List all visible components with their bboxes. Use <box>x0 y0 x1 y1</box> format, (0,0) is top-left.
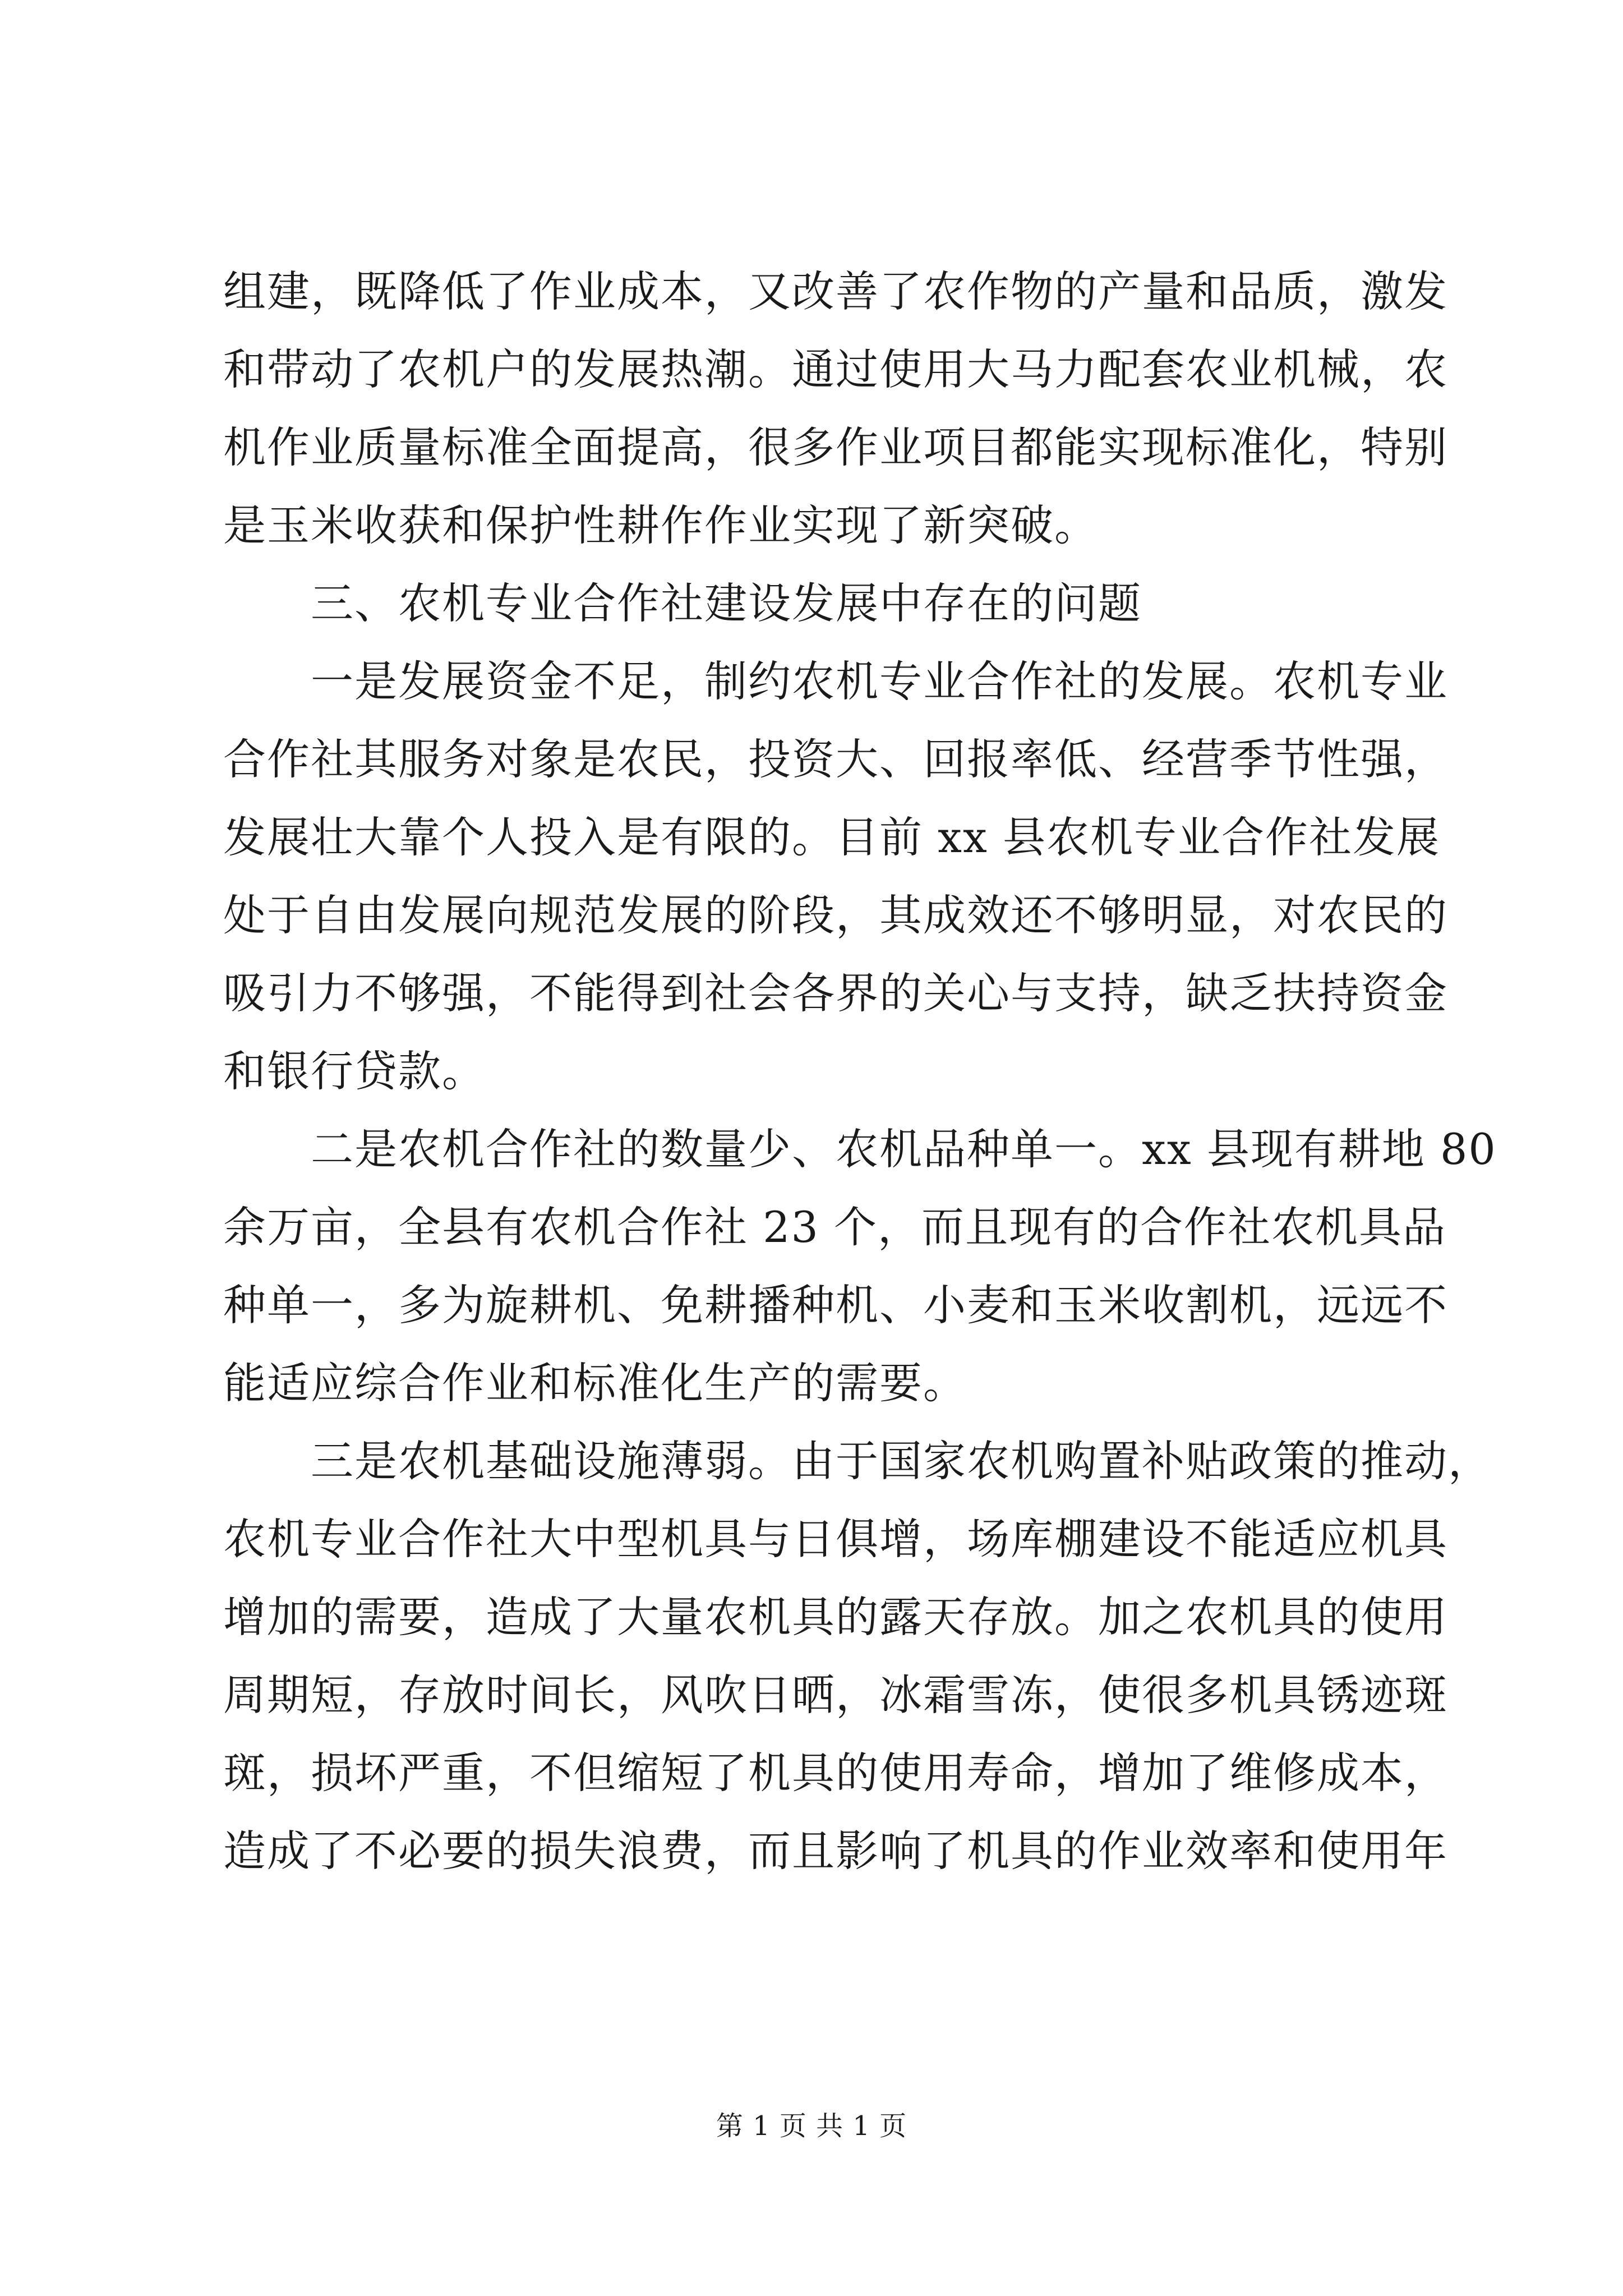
text-line: 二是农机合作社的数量少、农机品种单一。xx 县现有耕地 80 <box>311 1124 1497 1174</box>
text-line: 种单一，多为旋耕机、免耕播种机、小麦和玉米收割机，远远不 <box>223 1280 1448 1330</box>
text-line: 合作社其服务对象是农民，投资大、回报率低、经营季节性强， <box>223 734 1448 784</box>
text-line: 发展壮大靠个人投入是有限的。目前 xx 县农机专业合作社发展 <box>223 812 1441 862</box>
text-line: 能适应综合作业和标准化生产的需要。 <box>223 1358 967 1408</box>
text-line: 和带动了农机户的发展热潮。通过使用大马力配套农业机械，农 <box>223 344 1448 394</box>
page-number: 第 1 页 共 1 页 <box>716 2110 907 2142</box>
document-body <box>223 252 1497 1890</box>
paragraph-funding <box>223 642 1448 1110</box>
text-line: 是玉米收获和保护性耕作作业实现了新突破。 <box>223 500 1098 550</box>
text-line: 一是发展资金不足，制约农机专业合作社的发展。农机专业 <box>311 656 1448 706</box>
text-line: 斑，损坏严重，不但缩短了机具的使用寿命，增加了维修成本， <box>223 1748 1448 1798</box>
text-line: 造成了不必要的损失浪费，而且影响了机具的作业效率和使用年 <box>223 1826 1448 1876</box>
paragraph-quantity <box>223 1110 1497 1422</box>
page-footer <box>0 2109 1623 2143</box>
text-line: 三是农机基础设施薄弱。由于国家农机购置补贴政策的推动， <box>311 1436 1492 1486</box>
paragraph-infrastructure <box>223 1422 1492 1890</box>
text-line: 增加的需要，造成了大量农机具的露天存放。加之农机具的使用 <box>223 1592 1448 1642</box>
text-line: 余万亩，全县有农机合作社 23 个，而且现有的合作社农机具品 <box>223 1202 1447 1252</box>
text-line: 周期短，存放时间长，风吹日晒，冰霜雪冻，使很多机具锈迹斑 <box>223 1670 1448 1720</box>
text-line: 农机专业合作社大中型机具与日俱增，场库棚建设不能适应机具 <box>223 1514 1448 1564</box>
heading-line: 三、农机专业合作社建设发展中存在的问题 <box>311 578 1142 628</box>
text-line: 组建，既降低了作业成本，又改善了农作物的产量和品质，激发 <box>223 266 1448 316</box>
text-line: 和银行贷款。 <box>223 1046 486 1096</box>
text-line: 机作业质量标准全面提高，很多作业项目都能实现标准化，特别 <box>223 422 1448 472</box>
text-line: 处于自由发展向规范发展的阶段，其成效还不够明显，对农民的 <box>223 890 1448 940</box>
text-line: 吸引力不够强，不能得到社会各界的关心与支持，缺乏扶持资金 <box>223 968 1448 1018</box>
paragraph-continuation <box>223 252 1448 564</box>
section-heading <box>223 564 1423 642</box>
